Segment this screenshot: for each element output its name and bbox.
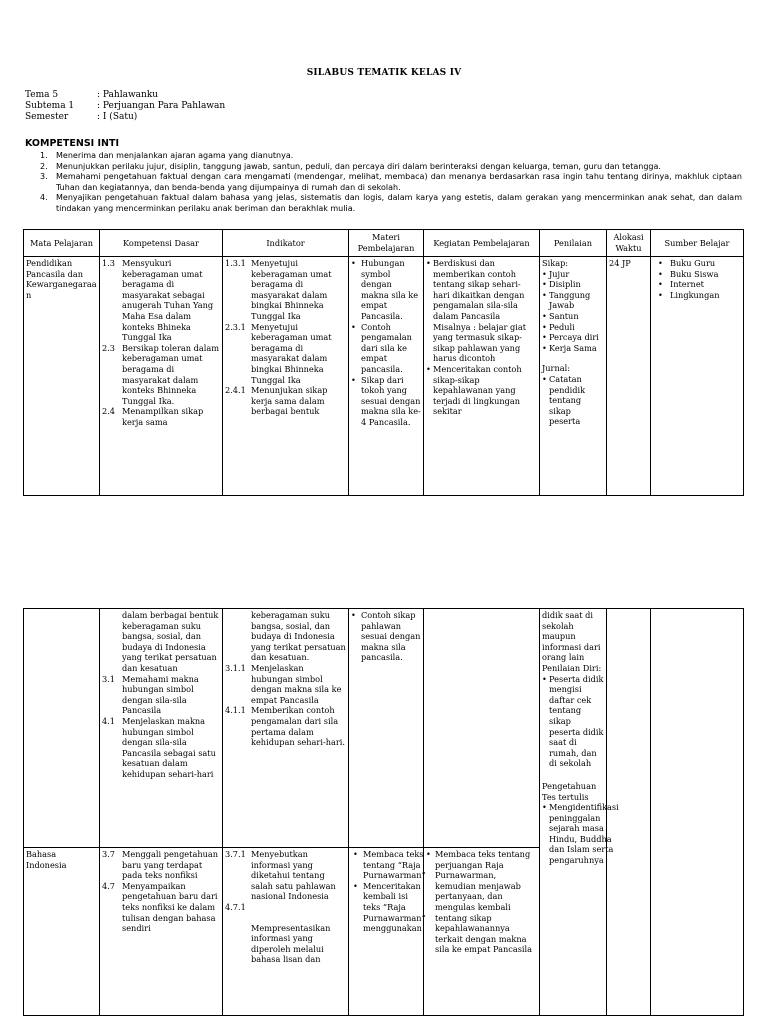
header-kegiatan: Kegiatan Pembelajaran xyxy=(424,230,540,257)
list-item: • Membaca teks tentang perjuangan Raja Purnawarman, kemudian menjawab pertanyaan, dan mengulas kembali tentang sikap kepahlawanannya terkait dengan makna sila ke empat Pancasila xyxy=(426,849,533,955)
document-title: SILABUS TEMATIK KELAS IV xyxy=(306,68,462,78)
ki-item: 4. Menyajikan pengetahuan faktual dalam bahasa yang jelas, sistematis dan logis, dalam karya yang estetis, dalam gerakan yang mencerminkan anak sehat, dan dalam tindakan yang mencerminkan perilaku anak beriman dan berakhlak mulia. xyxy=(40,193,742,213)
cell-indikator xyxy=(223,257,349,496)
list-item: • Membaca teks tentang “Raja Purnawarman” xyxy=(353,849,426,881)
cell-indikator: 3.7.1 Menyebutkan informasi yang diketahui tentang salah satu pahlawan nasional Indonesia 4.7.1 Mempresentasikan informasi yang diperoleh melalui bahasa lisan dan xyxy=(223,848,349,1016)
syllabus-table-2 xyxy=(23,608,744,1016)
header-penilaian: Penilaian xyxy=(540,230,607,257)
ki-item: 2. Menunjukkan perilaku jujur, disiplin, tanggung jawab, santun, peduli, dan percaya diri dalam berinteraksi dengan keluarga, teman, guru dan tetangga. xyxy=(40,161,661,171)
list-item: • Contoh sikap pahlawan sesuai dengan makna sila pancasila. xyxy=(351,610,421,663)
ki-item: 3. Memahami pengetahuan faktual dengan cara mengamati (mendengar, melihat, membaca) dan menanya berdasarkan rasa ingin tahu tentang dirinya, makhluk ciptaan Tuhan dan kegiatannya, dan benda-benda yang dijumpainya di rumah dan di sekolah. xyxy=(40,172,742,192)
list-item: • Peduli xyxy=(542,321,575,332)
cell-penilaian: didik saat di sekolah maupun informasi dari orang lain Penilaian Diri: • Peserta didik mengisi daftar cek tentang sikap peserta didik saat di rumah, dan di sekolah Pengetahuan Tes tertulis • Mengidentifikasi peninggalan sejarah masa Hindu, Buddha dan Islam serta pengaruhnya xyxy=(540,609,607,1016)
cell-alokasi: 24 JP xyxy=(607,257,651,496)
syllabus-table-1 xyxy=(23,229,744,496)
bullet-icon: • xyxy=(542,279,547,290)
list-item: • Santun xyxy=(542,310,579,321)
kd-item: 3.7 Menggali pengetahuan baru yang terdapat pada teks nonfiksi xyxy=(102,849,219,881)
bullet-icon: • xyxy=(353,849,358,859)
kd-item: 2.3 Bersikap toleran dalam keberagaman umat beragama di masyarakat dalam konteks Bhinneka Tunggal Ika. xyxy=(102,342,220,406)
cell-sumber xyxy=(651,609,744,1016)
list-item: • Kerja Sama xyxy=(542,342,597,353)
bullet-icon: • xyxy=(658,268,663,279)
header-materi: Materi Pembelajaran xyxy=(349,230,424,257)
bullet-icon: • xyxy=(542,321,547,332)
list-item: • Percaya diri xyxy=(542,332,599,343)
bullet-icon: • xyxy=(351,321,356,332)
bullet-icon: • xyxy=(542,289,547,300)
indikator-item: 2.4.1 Menunjukan sikap kerja sama dalam berbagai bentuk xyxy=(225,385,328,417)
ki-item: 1. Menerima dan menjalankan ajaran agama yang dianutnya. xyxy=(40,151,294,160)
list-item: • Sikap dari tokoh yang sesuai dengan makna sila ke-4 Pancasila. xyxy=(351,374,421,427)
list-item: • Catatan pendidik tentang sikap peserta xyxy=(542,373,586,427)
meta-row: Tema 5 : Pahlawanku xyxy=(25,90,159,100)
bullet-icon: • xyxy=(542,268,547,279)
list-item: • Internet xyxy=(658,279,704,290)
bullet-icon: • xyxy=(542,802,547,813)
cell-kegiatan xyxy=(424,257,540,496)
header-indikator: Indikator xyxy=(223,230,349,257)
bullet-icon: • xyxy=(658,279,663,290)
list-item: • Buku Siswa xyxy=(658,268,719,279)
cell-kd xyxy=(100,257,223,496)
bullet-icon: • xyxy=(351,258,356,268)
cell-mapel: Bahasa Indonesia xyxy=(24,848,100,1016)
list-item: • Berdiskusi dan memberikan contoh tentang sikap sehari-hari dikaitkan dengan pengamalan sila-sila dalam Pancasila Misalnya : belajar giat yang termasuk sikap-sikap pahlawan yang harus dicontoh xyxy=(426,258,527,364)
indikator-item: 3.7.1 Menyebutkan informasi yang diketahui tentang salah satu pahlawan nasional Indonesia xyxy=(225,849,336,902)
list-item: • Contoh pengamalan dari sila ke empat pancasila. xyxy=(351,321,412,374)
bullet-icon: • xyxy=(658,289,663,300)
header-sumber: Sumber Belajar xyxy=(651,230,744,257)
list-item: • Buku Guru xyxy=(658,258,716,268)
meta-row: Subtema 1 : Perjuangan Para Pahlawan xyxy=(25,101,226,111)
indikator-item: 4.7.1 xyxy=(225,901,246,912)
header-alokasi: Alokasi Waktu xyxy=(607,230,651,257)
kd-item: 3.1 Memahami makna hubungan simbol dengan sila-sila Pancasila xyxy=(102,673,199,716)
kd-item: 2.4 Menampilkan sikap kerja sama xyxy=(102,406,204,427)
cell-penilaian: Sikap: • Jujur • Disiplin • Tanggung Jawab • Santun • Peduli • Percaya diri • Kerja Sama Jurnal: • Catatan pendidik tentang sikap peserta xyxy=(540,257,607,496)
cell-materi xyxy=(349,609,424,848)
list-item: • Disiplin xyxy=(542,279,581,290)
list-item: • Menceritakan kembali isi teks “Raja Purnawarman” menggunakan xyxy=(353,880,426,934)
kd-item: 4.7 Menyampaikan pengetahuan baru dari teks nonfiksi ke dalam tulisan dengan bahasa sendiri xyxy=(102,880,218,934)
list-item: • Mengidentifikasi peninggalan sejarah masa Hindu, Buddha dan Islam serta pengaruhnya xyxy=(542,802,619,866)
theme-meta xyxy=(25,90,225,123)
indikator-item: 1.3.1 Menyetujui keberagaman umat beragama di masyarakat dalam bingkai Bhinneka Tunggal Ika xyxy=(225,258,332,321)
bullet-icon: • xyxy=(426,363,431,374)
indikator-item: 2.3.1 Menyetujui keberagaman umat beragama di masyarakat dalam bingkai Bhinneka Tunggal Ika xyxy=(225,321,332,385)
cell-kegiatan xyxy=(424,609,540,848)
bullet-icon: • xyxy=(542,332,547,343)
bullet-icon: • xyxy=(426,258,431,268)
list-item: • Peserta didik mengisi daftar cek tentang sikap peserta didik saat di rumah, dan di sekolah xyxy=(542,673,604,769)
header-kompetensi-dasar: Kompetensi Dasar xyxy=(100,230,223,257)
list-item: • Tanggung Jawab xyxy=(542,289,591,311)
list-item: • Menceritakan contoh sikap-sikap kepahlawanan yang terjadi di lingkungan sekitar xyxy=(426,363,522,417)
list-item: • Lingkungan xyxy=(658,289,720,300)
cell-kegiatan xyxy=(424,848,540,1016)
table-row xyxy=(24,609,744,848)
cell-kd xyxy=(100,848,223,1016)
bullet-icon: • xyxy=(542,373,547,384)
kd-item: 4.1 Menjelaskan makna hubungan simbol dengan sila-sila Pancasila sebagai satu kesatuan dalam kehidupan sehari-hari xyxy=(102,715,216,779)
bullet-icon: • xyxy=(658,258,663,268)
bullet-icon: • xyxy=(351,374,356,385)
indikator-item: 4.1.1 Memberikan contoh pengamalan dari sila pertama dalam kehidupan sehari-hari. xyxy=(225,705,346,748)
meta-row: Semester : I (Satu) xyxy=(25,112,138,122)
ki-heading: KOMPETENSI INTI xyxy=(25,138,120,149)
cell-kd: dalam berbagai bentuk keberagaman suku bangsa, sosial, dan budaya di Indonesia yang terikat persatuan dan kesatuan 3.1 Memahami makna hubungan simbol dengan sila-sila Pancasila 4.1 Menjelaskan makna hubungan simbol dengan sila-sila Pancasila sebagai satu kesatuan dalam kehidupan sehari-hari xyxy=(100,609,223,848)
kd-item: 1.3 Mensyukuri keberagaman umat beragama di masyarakat sebagai anugerah Tuhan Yang Maha Esa dalam konteks Bhineka Tunggal Ika xyxy=(102,258,214,343)
bullet-icon: • xyxy=(351,610,356,620)
cell-materi xyxy=(349,257,424,496)
bullet-icon: • xyxy=(542,673,547,684)
bullet-icon: • xyxy=(353,880,358,891)
bullet-icon: • xyxy=(426,849,431,859)
ki-list xyxy=(40,151,742,215)
bullet-icon: • xyxy=(542,342,547,353)
header-mata-pelajaran: Mata Pelajaran xyxy=(24,230,100,257)
table-header-row xyxy=(24,230,744,257)
cell-materi xyxy=(349,848,424,1016)
bullet-icon: • xyxy=(542,310,547,321)
cell-mapel: Pendidikan Pancasila dan Kewarganegaraan xyxy=(24,257,100,496)
list-item: • Hubungan symbol dengan makna sila ke empat Pancasila. xyxy=(351,258,419,321)
cell-mapel xyxy=(24,609,100,848)
indikator-item: 3.1.1 Menjelaskan hubungan simbol dengan makna sila ke empat Pancasila xyxy=(225,662,342,705)
cell-indikator: keberagaman suku bangsa, sosial, dan budaya di Indonesia yang terikat persatuan dan kesatuan. 3.1.1 Menjelaskan hubungan simbol dengan makna sila ke empat Pancasila 4.1.1 Memberikan contoh pengamalan dari sila pertama dalam kehidupan sehari-hari. xyxy=(223,609,349,848)
table-row xyxy=(24,257,744,496)
list-item: • Jujur xyxy=(542,268,570,279)
cell-sumber xyxy=(651,257,744,496)
